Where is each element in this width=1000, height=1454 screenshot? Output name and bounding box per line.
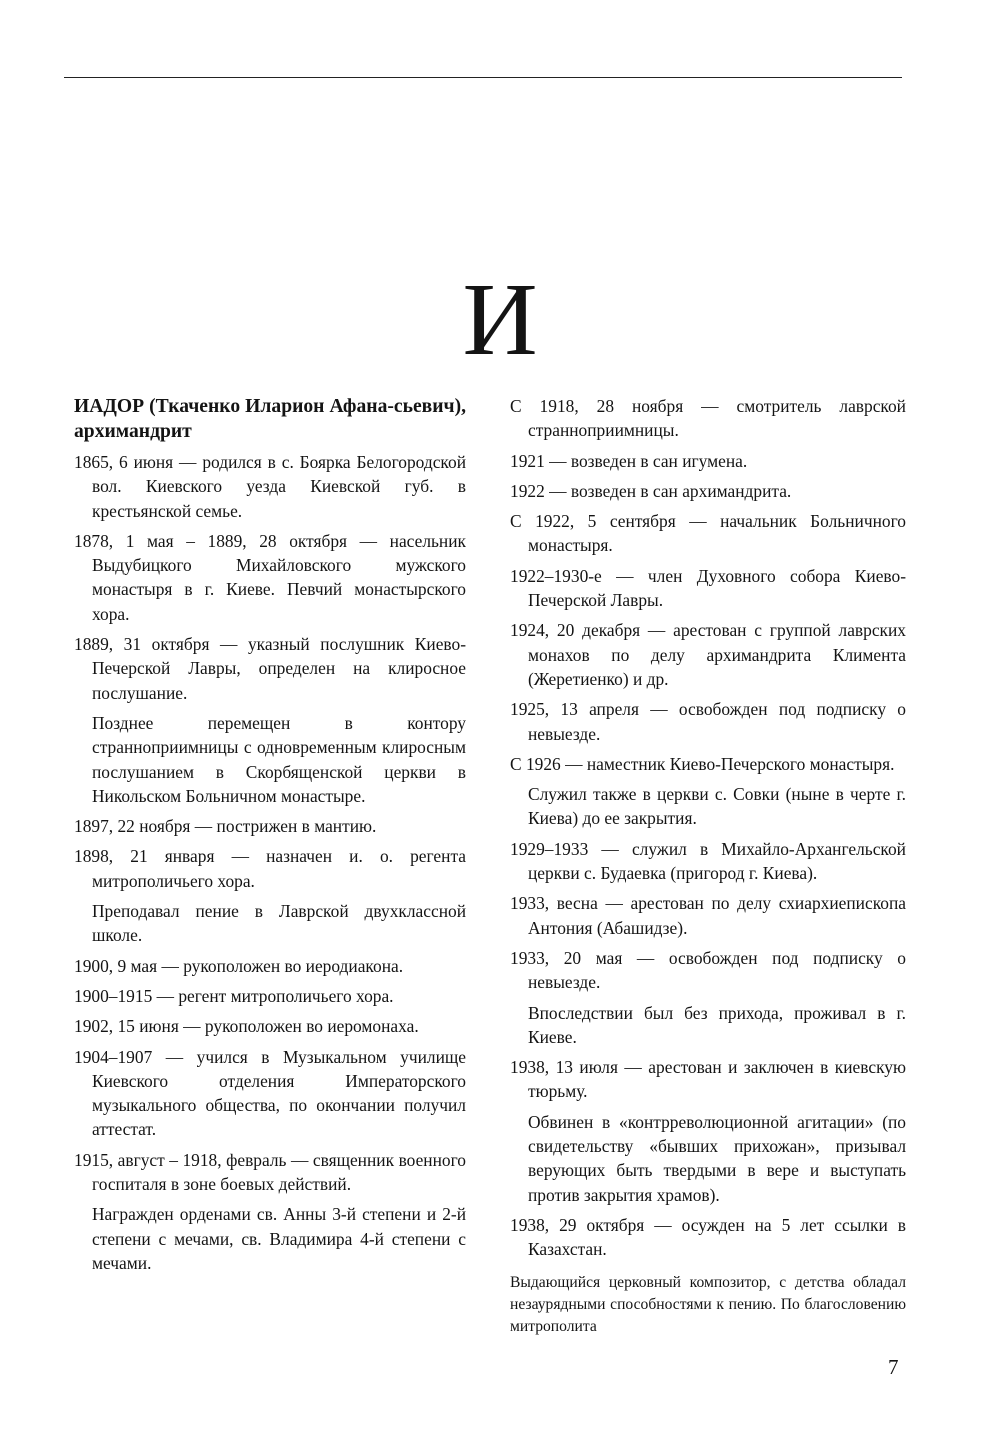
chronology-event: 1902, 15 июня — рукоположен во иеромонаха. — [74, 1016, 419, 1037]
chronology-event: 1898, 21 января — назначен и. о. регента митрополичьего хора. — [74, 846, 466, 891]
chronology-event: 1933, весна — арестован по делу схиархиепископа Антония (Абашидзе). — [510, 893, 906, 938]
biography-paragraph: Выдающийся церковный композитор, с детства обладал незаурядными способностями к пению. По благословению митрополита — [510, 1273, 906, 1335]
chronology-note: Награжден орденами св. Анны 3-й степени и 2-й степени с мечами, св. Владимира 4-й степени с мечами. — [92, 1204, 466, 1273]
chronology-note: Обвинен в «контрреволюционной агитации» (по свидетельству «бывших прихожан», призывал верующих быть твердыми в вере и выступать против закрытия храмов). — [528, 1111, 906, 1205]
chronology-note: Позднее перемещен в контору странноприимницы с одновременным клиросным послушанием в Скорбященской церкви в Никольском Больничном монастыре. — [92, 712, 466, 806]
chronology-event: 1933, 20 мая — освобожден под подписку о невыезде. — [510, 947, 906, 993]
right-column — [510, 394, 906, 1344]
chronology-event: 1915, август – 1918, февраль — священник военного госпиталя в зоне боевых действий. — [74, 1149, 466, 1195]
chronology-event: 1929–1933 — служил в Михайло-Архангельской церкви с. Будаевка (пригород г. Киева). — [510, 838, 906, 884]
chronology-note: Преподавал пение в Лаврской двухклассной школе. — [92, 901, 466, 946]
chronology-event: 1900–1915 — регент митрополичьего хора. — [74, 985, 394, 1006]
left-column — [74, 394, 466, 1281]
entry-title: ИАДОР (Ткаченко Иларион Афана-сьевич), архимандрит — [74, 396, 466, 442]
top-rule — [64, 77, 902, 78]
chronology-event: 1922–1930-е — член Духовного собора Киево-Печерской Лавры. — [510, 565, 906, 611]
chronology-event: С 1922, 5 сентября — начальник Больничного монастыря. — [510, 511, 906, 556]
chronology-event: 1925, 13 апреля — освобожден под подписку о невыезде. — [510, 699, 906, 744]
chronology-event: 1897, 22 ноября — пострижен в мантию. — [74, 816, 377, 837]
chronology-event: С 1918, 28 ноября — смотритель лаврской странноприимницы. — [510, 396, 906, 441]
page-number: 7 — [888, 1355, 899, 1379]
chronology-event: С 1926 — наместник Киево-Печерского монастыря. — [510, 753, 895, 774]
chronology-note: Служил также в церкви с. Совки (ныне в черте г. Киева) до ее закрытия. — [528, 784, 906, 829]
section-letter: И — [462, 262, 538, 377]
chronology-event: 1938, 29 октября — осужден на 5 лет ссылки в Казахстан. — [510, 1214, 906, 1260]
chronology-event: 1938, 13 июля — арестован и заключен в киевскую тюрьму. — [510, 1057, 906, 1102]
chronology-note: Впоследствии был без прихода, проживал в г. Киеве. — [528, 1002, 906, 1047]
chronology-event: 1900, 9 мая — рукоположен во иеродиакона. — [74, 955, 404, 976]
chronology-event: 1889, 31 октября — указный послушник Киево-Печерской Лавры, определен на клиросное послушание. — [74, 634, 466, 703]
chronology-event: 1921 — возведен в сан игумена. — [510, 450, 748, 471]
chronology-event: 1865, 6 июня — родился в с. Боярка Белогородской вол. Киевского уезда Киевской губ. в крестьянской семье. — [74, 452, 466, 521]
chronology-event: 1878, 1 мая – 1889, 28 октября — насельник Выдубицкого Михайловского мужского монастыря в г. Киеве. Певчий монастырского хора. — [74, 530, 466, 624]
chronology-event: 1922 — возведен в сан архимандрита. — [510, 480, 792, 501]
chronology-event: 1924, 20 декабря — арестован с группой лаврских монахов по делу архимандрита Климента (Жеретиенко) и др. — [510, 620, 906, 689]
chronology-event: 1904–1907 — учился в Музыкальном училище Киевского отделения Императорского музыкального общества, по окончании получил аттестат. — [74, 1046, 466, 1140]
